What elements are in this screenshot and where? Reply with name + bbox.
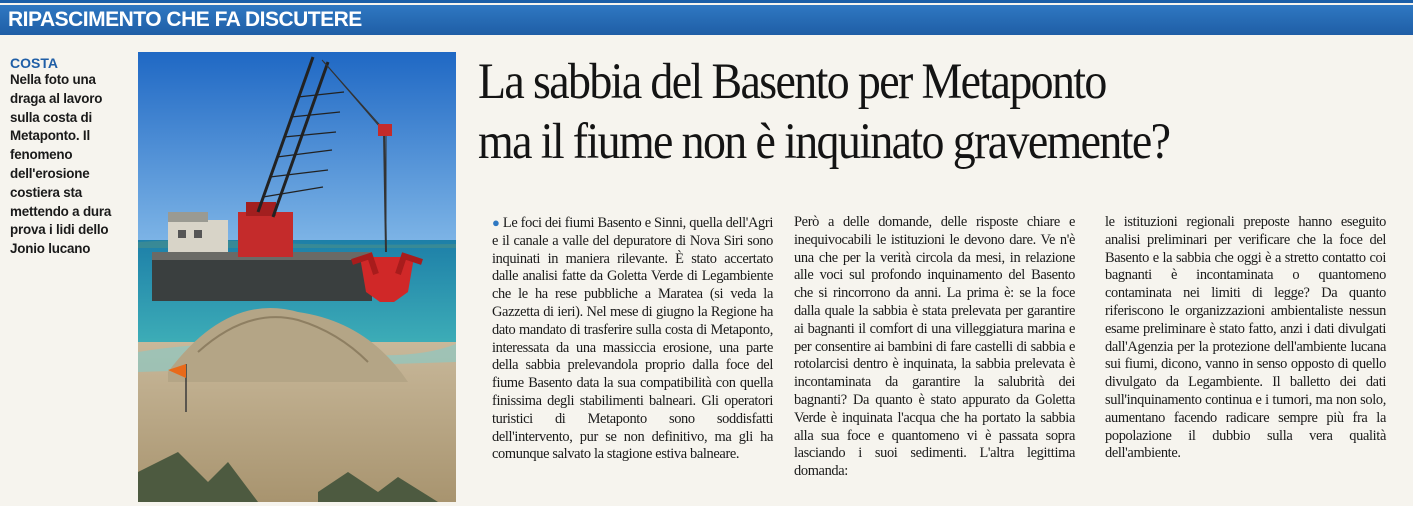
article-column-2 [794,214,1075,481]
dredge-photo-icon [138,52,456,502]
headline-line-1: La sabbia del Basento per Metaponto [478,54,1106,110]
headline [478,52,1408,172]
column-2-text: Però a delle domande, delle risposte chiare e inequivocabili le istituzioni le devono dare. Ve n'è una che per la verità circola da mesi, in relazione alle voci sul profondo inquinamento del Basento che si rincorrono da anni. La prima è: se la foce dalla quale la sabbia è stata prelevata per garantire ai bagnanti il comfort di una villeggiatura marina e per consentire ai bambini di fare castelli di sabbia e rotolarcisi dentro è inquinata, la sabbia prelevata è incontaminata da garantire la salubrità dei bagnanti? Da quanto è stato appurato da Goletta Verde è inquinata l'acqua che ha portato la sabbia alla sua foce e quantomeno vi è passata sopra lasciando i suoi sedimenti. L'altra legittima domanda: [794,214,1075,480]
caption-text: Nella foto una draga al lavoro sulla costa di Metaponto. Il fenomeno dell'erosione costiera sta mettendo a dura prova i lidi dello Jonio lucano [10,72,112,257]
section-title: RIPASCIMENTO CHE FA DISCUTERE [8,8,362,31]
bullet-icon: ● [492,215,500,230]
top-rule [0,0,1413,3]
section-bar [0,5,1413,35]
column-1-text: Le foci dei fiumi Basento e Sinni, quella dell'Agri e il canale a valle del depuratore di Nova Siri sono inquinati in maniera rilevante. È stato accertato dalle analisi fatte da Goletta Verde di Legambiente che le ha rese pubbliche a Maratea (si veda la Gazzetta di ieri). Nel mese di giugno la Regione ha dato mandato di trasferire sulla costa di Metaponto, interessata da una massiccia erosione, una parte della sabbia prelevandola proprio dalla foce del fiume Basento data la sua compatibilità con quella finissima degli stabilimenti balneari. Gli operatori turistici di Metaponto sono soddisfatti dell'intervento, pur se non definitivo, ma gli ha comunque salvato la stagione estiva balneare. [492,215,773,463]
article-column-3 [1105,214,1386,463]
dredge-photo [138,52,456,502]
headline-line-2: ma il fiume non è inquinato gravemente? [478,114,1170,170]
column-3-text: le istituzioni regionali preposte hanno eseguito analisi preliminari per verificare che la foce del Basento e la sabbia che oggi è a stretto contatto coi bagnanti è incontaminata o quantomeno contaminata nei limiti di legge? Da quanto riferiscono le organizzazioni ambientaliste nessun esame preliminare è stato fatto, anzi i dati divulgati dall'Agenzia per la protezione dell'ambiente lucana sui fiumi, dicono, vanno in senso opposto di quello divulgato da Legambiente. Il balletto dei dati sull'inquinamento continua e i tumori, ma non solo, aumentano facendo radicare sempre più fra la popolazione il dubbio sulla vera qualità dell'ambiente. [1105,214,1386,462]
article-column-1 [492,214,773,464]
caption-label: COSTA [10,55,58,71]
photo-caption [10,55,134,259]
